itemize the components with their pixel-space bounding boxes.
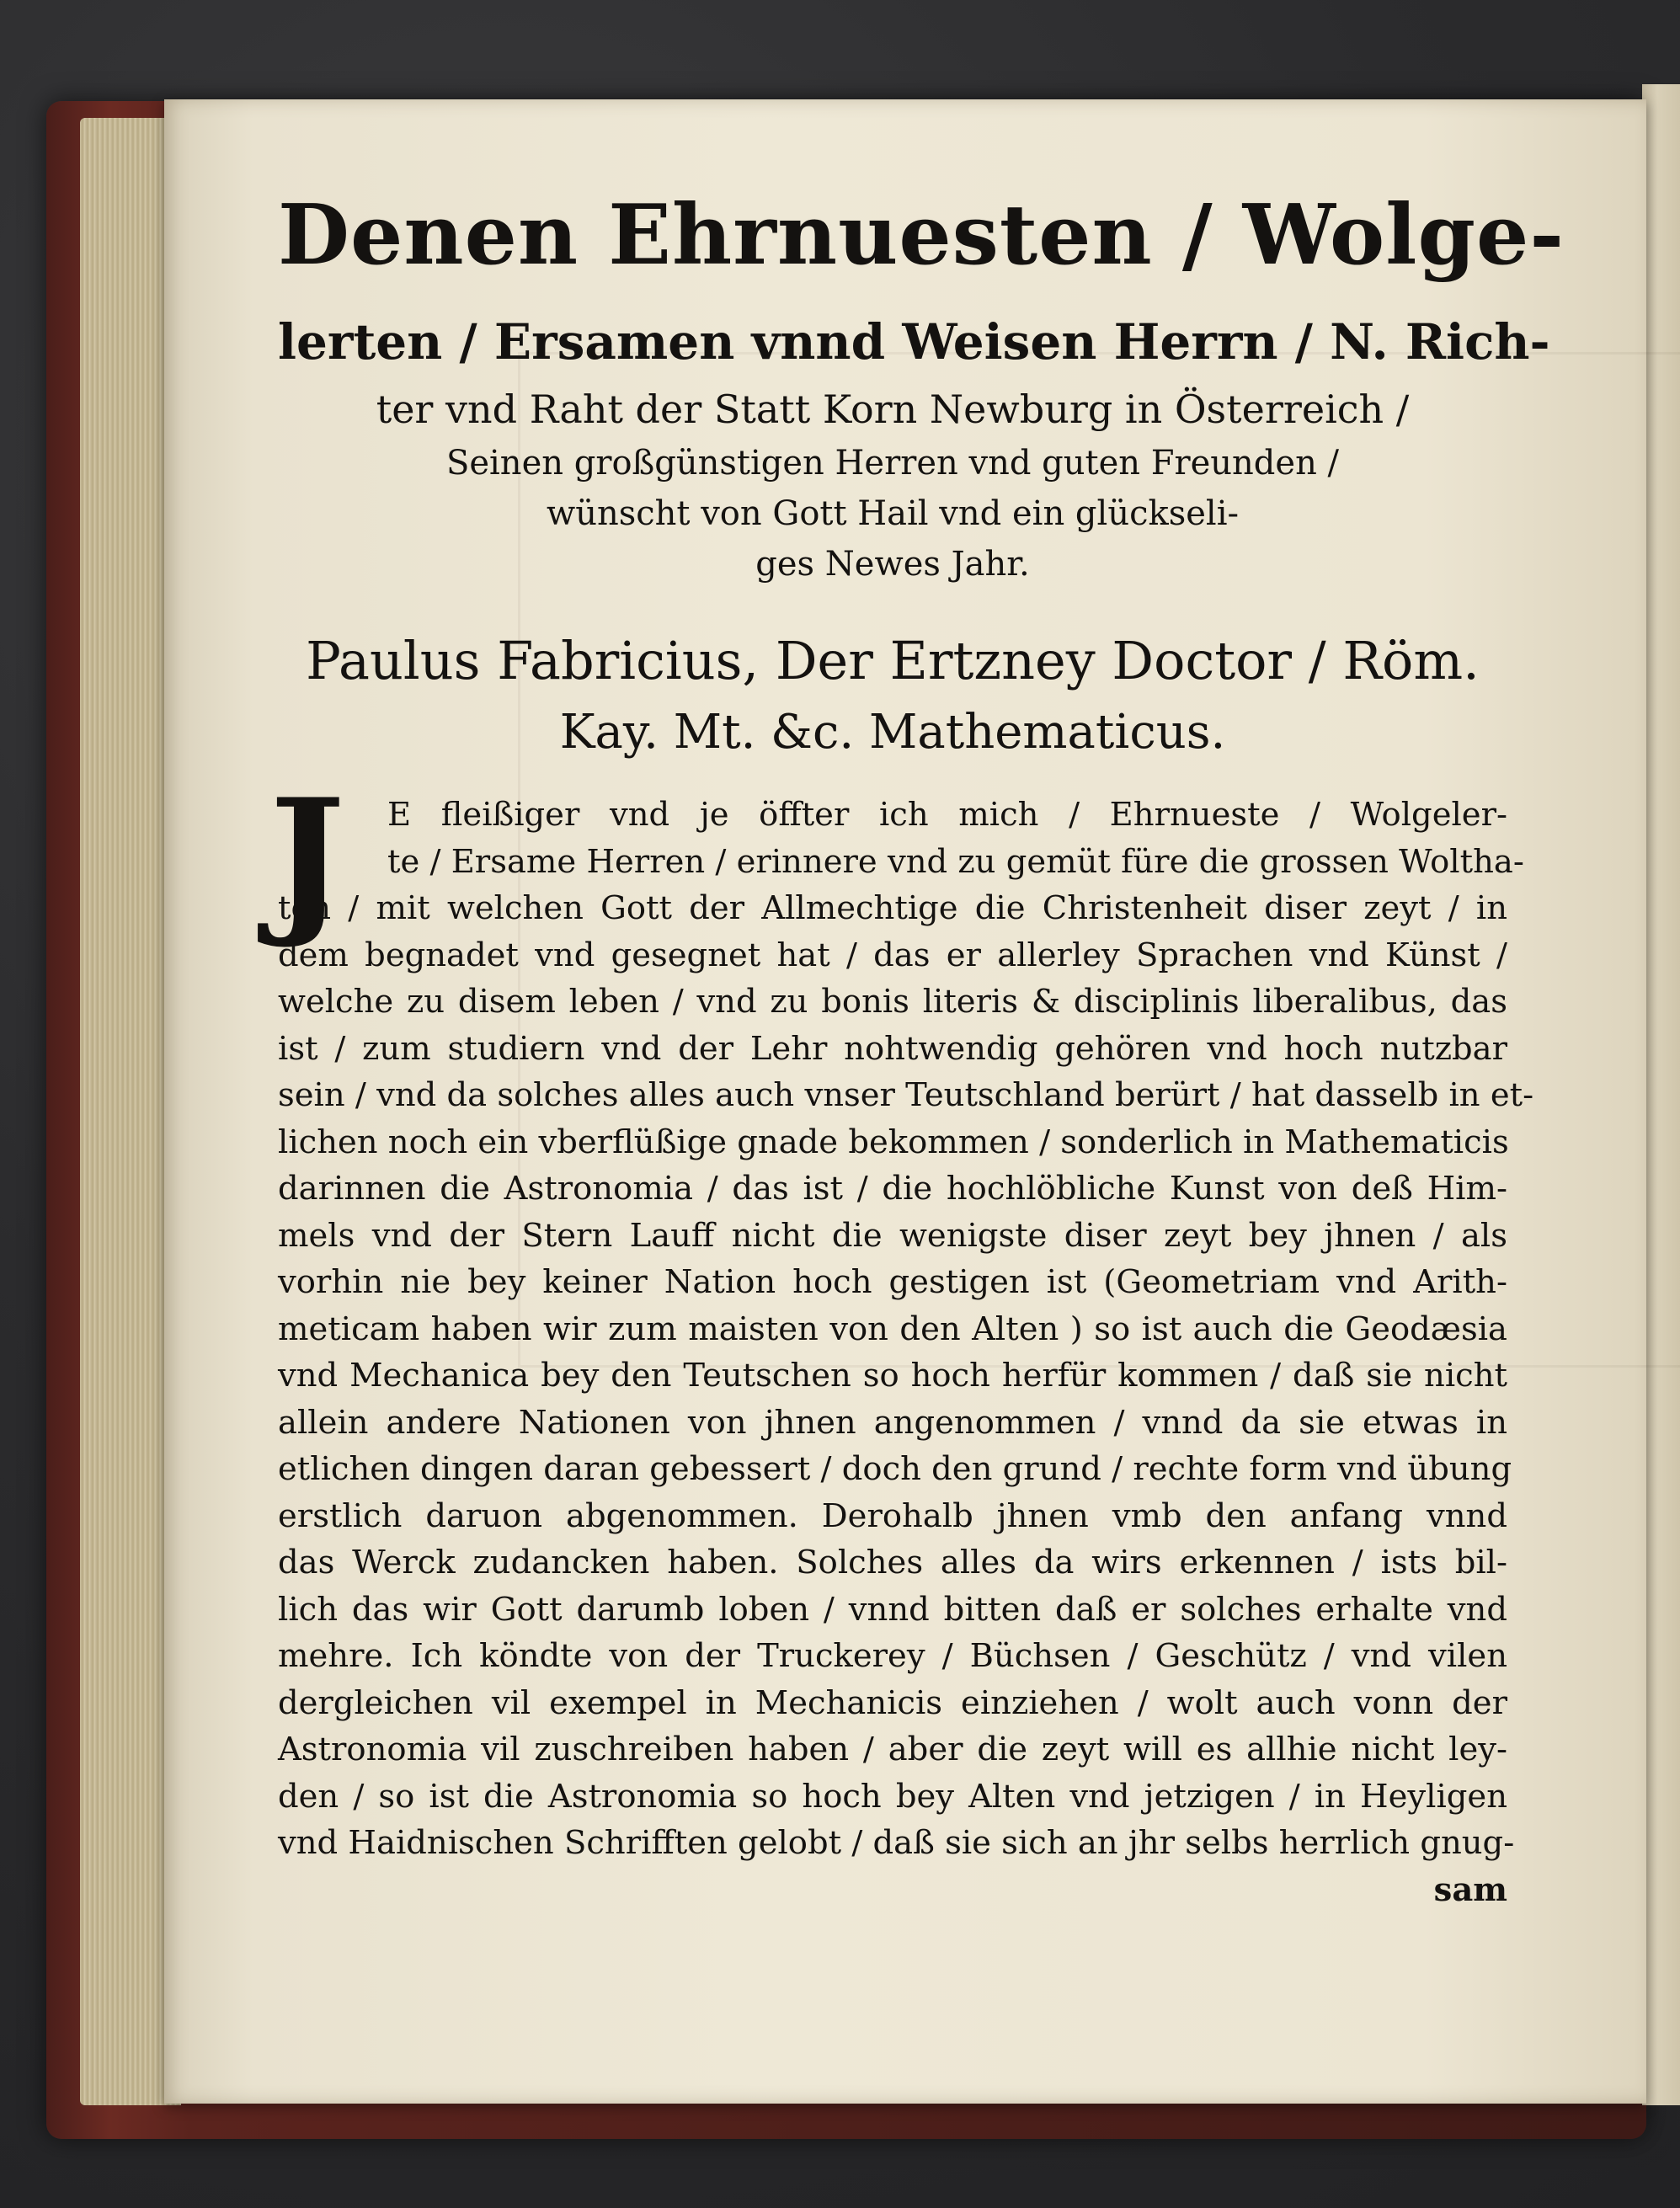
body-line: lichen noch ein vberflüßige gnade bekommen / sonderlich in Mathematicis — [278, 1123, 1509, 1161]
body-line: etlichen dingen daran gebessert / doch den grund / rechte form vnd übung — [278, 1450, 1512, 1488]
body-line: vnd Mechanica bey den Teutschen so hoch herfür kommen / daß sie nicht — [278, 1357, 1507, 1395]
title-line-6: ges Newes Jahr. — [755, 545, 1030, 584]
body-line: das Werck zudancken haben. Solches alles da wirs erkennen / ists bil- — [278, 1544, 1507, 1581]
author-line-2: Kay. Mt. &c. Mathematicus. — [559, 705, 1226, 760]
author-line-1: Paulus Fabricius, Der Ertzney Doctor / Röm. — [306, 630, 1480, 691]
body-line: E fleißiger vnd je öffter ich mich / Ehrnueste / Wolgeler- — [387, 796, 1507, 834]
body-line: lich das wir Gott darumb loben / vnnd bitten daß er solches erhalte vnd — [278, 1590, 1507, 1629]
body-line: welche zu disem leben / vnd zu bonis literis & disciplinis liberalibus, das — [278, 983, 1507, 1021]
body-line: dergleichen vil exempel in Mechanicis einziehen / wolt auch vonn der — [278, 1683, 1507, 1722]
body-line: den / so ist die Astronomia so hoch bey Alten vnd jetzigen / in Heyligen — [278, 1777, 1507, 1816]
body-line: vnd Haidnischen Schrifften gelobt / daß sie sich an jhr selbs herrlich gnug- — [278, 1824, 1515, 1862]
body-line: mehre. Ich köndte von der Truckerey / Büchsen / Geschütz / vnd vilen — [278, 1637, 1507, 1675]
body-line: Astronomia vil zuschreiben haben / aber die zeyt will es allhie nicht ley- — [278, 1731, 1507, 1768]
body-line: mels vnd der Stern Lauff nicht die wenigste diser zeyt bey jhnen / als — [278, 1216, 1507, 1255]
body-line: erstlich daruon abgenommen. Derohalb jhnen vmb den anfang vnnd — [278, 1496, 1507, 1535]
body-line: dem begnadet vnd gesegnet hat / das er allerley Sprachen vnd Künst / — [278, 936, 1507, 974]
title-line-3: ter vnd Raht der Statt Korn Newburg in Österreich / — [376, 387, 1410, 432]
body-line: sein / vnd da solches alles auch vnser Teutschland berürt / hat dasselb in et- — [278, 1076, 1534, 1114]
body-line: allein andere Nationen von jhnen angenommen / vnnd da sie etwas in — [278, 1403, 1507, 1442]
title-line-5: wünscht von Gott Hail vnd ein glückseli- — [546, 494, 1240, 533]
body-text — [269, 764, 1534, 1913]
title-line-1: Denen Ehrnuesten / Wolge- — [278, 187, 1565, 284]
body-line: ist / zum studiern vnd der Lehr nohtwendig gehören vnd hoch nutzbar — [278, 1029, 1507, 1068]
body-line: darinnen die Astronomia / das ist / die hochlöbliche Kunst von deß Him- — [278, 1170, 1507, 1208]
body-line: meticam haben wir zum maisten von den Alten ) so ist auch die Geodæsia — [278, 1309, 1507, 1348]
text-block — [269, 168, 1565, 1913]
dedication-title — [278, 168, 1565, 589]
body-line: vorhin nie bey keiner Nation hoch gestigen ist (Geometriam vnd Arith- — [278, 1263, 1507, 1301]
author-block — [278, 623, 1507, 766]
drop-cap: J — [269, 764, 345, 952]
body-line: ten / mit welchen Gott der Allmechtige die Christenheit diser zeyt / in — [278, 889, 1507, 927]
title-line-4: Seinen großgünstigen Herren vnd guten Freunden / — [445, 444, 1340, 483]
title-line-2: lerten / Ersamen vnnd Weisen Herrn / N. Rich- — [278, 313, 1550, 371]
catchword: sam — [1433, 1870, 1507, 1909]
body-line: te / Ersame Herren / erinnere vnd zu gemüt füre die grossen Woltha- — [387, 842, 1524, 881]
